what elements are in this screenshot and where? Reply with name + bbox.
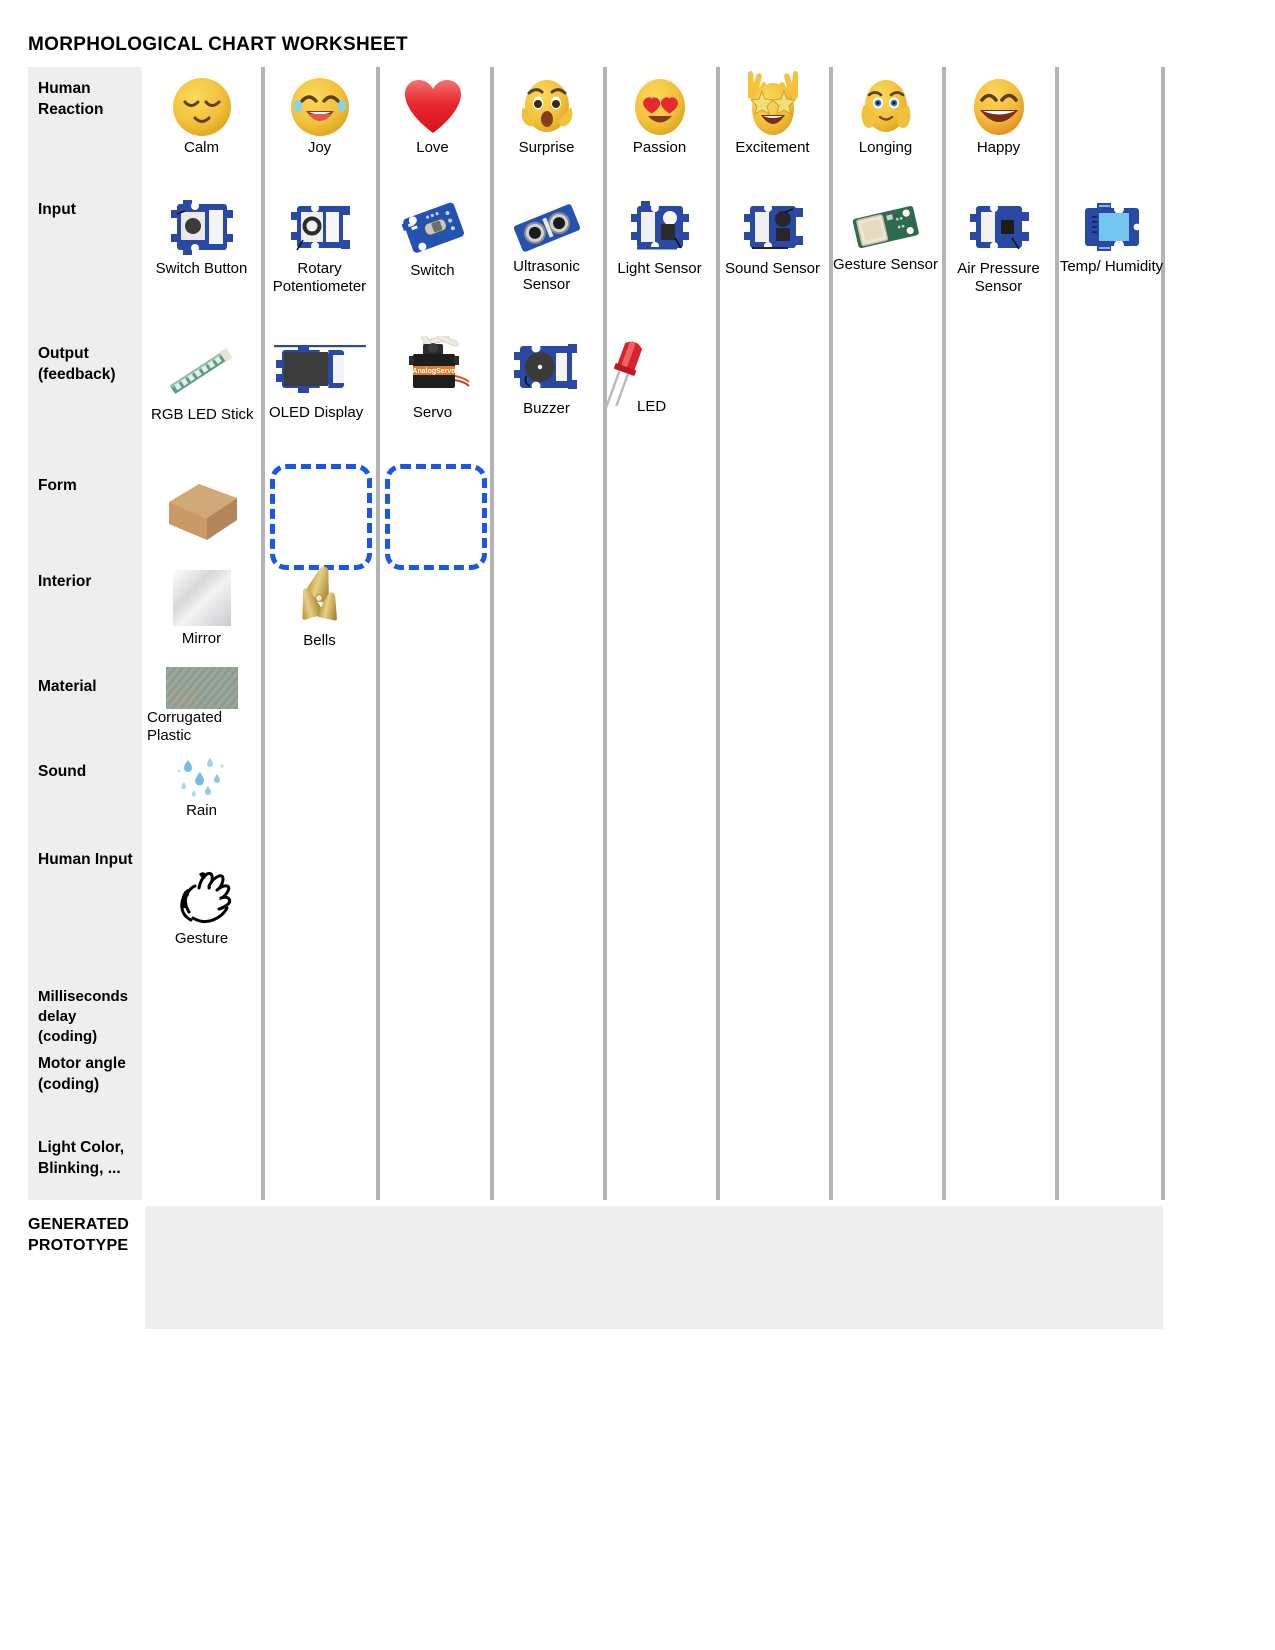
column-divider xyxy=(716,1128,720,1200)
row-interior xyxy=(28,560,1163,665)
column-divider xyxy=(716,1045,720,1128)
row-motor-angle-coding xyxy=(28,1045,1163,1128)
column-divider xyxy=(942,978,946,1045)
column-divider xyxy=(603,665,607,750)
face-screaming-in-fear-emoji xyxy=(515,75,579,139)
column-divider xyxy=(829,665,833,750)
item-caption: Switch Button xyxy=(155,260,248,277)
cell-item[interactable] xyxy=(829,200,942,274)
column-divider xyxy=(716,332,720,464)
column-divider xyxy=(1161,67,1165,188)
column-divider xyxy=(1055,750,1059,838)
column-divider xyxy=(1055,560,1059,665)
row-label-form: Form xyxy=(28,464,142,560)
column-divider xyxy=(261,665,265,750)
item-caption: Gesture xyxy=(174,930,229,947)
column-divider xyxy=(603,1045,607,1128)
morphological-chart-grid xyxy=(28,67,1163,1200)
row-label-milliseconds-delay-coding: Milliseconds delay (coding) xyxy=(28,978,142,1045)
column-divider xyxy=(1161,1128,1165,1200)
row-label-material: Material xyxy=(28,665,142,750)
cell-item[interactable] xyxy=(145,868,258,948)
column-divider xyxy=(1055,978,1059,1045)
column-divider xyxy=(942,750,946,838)
corrugated-plastic-swatch xyxy=(166,667,238,709)
row-label-interior: Interior xyxy=(28,560,142,665)
row-label-light-color-blinking: Light Color, Blinking, ... xyxy=(28,1128,142,1200)
item-caption: Passion xyxy=(632,139,687,156)
grove-switch-button-module xyxy=(165,198,239,260)
grove-gesture-sensor-board xyxy=(847,200,925,256)
cell-item[interactable] xyxy=(829,75,942,157)
column-divider xyxy=(1055,1128,1059,1200)
column-divider xyxy=(376,665,380,750)
analog-servo-motor xyxy=(393,336,473,404)
cell-item[interactable] xyxy=(145,75,258,157)
cell-item[interactable] xyxy=(145,754,258,820)
column-divider xyxy=(490,838,494,978)
column-divider xyxy=(942,332,946,464)
column-divider xyxy=(376,978,380,1045)
column-divider xyxy=(1161,838,1165,978)
cell-item[interactable] xyxy=(1055,198,1168,276)
column-divider xyxy=(829,464,833,560)
column-divider xyxy=(829,978,833,1045)
mirror-sheet xyxy=(171,568,233,630)
item-caption: Buzzer xyxy=(523,400,570,417)
column-divider xyxy=(716,978,720,1045)
generated-prototype-label: GENERATED PROTOTYPE xyxy=(28,1216,130,1255)
column-divider xyxy=(1055,1045,1059,1128)
row-label-input: Input xyxy=(28,188,142,332)
column-divider xyxy=(716,665,720,750)
cell-item[interactable] xyxy=(145,568,258,648)
row-form xyxy=(28,464,1163,560)
row-material xyxy=(28,665,1163,750)
cell-item[interactable] xyxy=(145,476,258,544)
item-caption: Sound Sensor xyxy=(724,260,821,277)
cell-item[interactable] xyxy=(490,198,603,295)
rain-droplets xyxy=(170,754,234,802)
column-divider xyxy=(942,1045,946,1128)
grove-buzzer-module xyxy=(510,338,584,400)
item-caption: Light Sensor xyxy=(617,260,702,277)
column-divider xyxy=(376,838,380,978)
row-milliseconds-delay-coding xyxy=(28,978,1163,1045)
generated-prototype-section xyxy=(28,1206,1163,1329)
item-caption: Servo xyxy=(412,404,453,421)
cell-item[interactable] xyxy=(263,338,376,422)
column-divider xyxy=(261,1045,265,1128)
column-divider xyxy=(261,1128,265,1200)
column-divider xyxy=(942,560,946,665)
column-divider xyxy=(376,1128,380,1200)
cell-item[interactable] xyxy=(490,75,603,157)
cell-item[interactable] xyxy=(490,338,603,418)
column-divider xyxy=(603,838,607,978)
column-divider xyxy=(1161,750,1165,838)
column-divider xyxy=(829,560,833,665)
column-divider xyxy=(1161,978,1165,1045)
dashed-placeholder-box[interactable] xyxy=(270,464,372,570)
row-label-human-reaction: Human Reaction xyxy=(28,67,142,188)
cell-item[interactable] xyxy=(376,75,489,157)
item-caption: Longing xyxy=(858,139,913,156)
column-divider xyxy=(376,1045,380,1128)
row-light-color-blinking xyxy=(28,1128,1163,1200)
cell-item[interactable] xyxy=(263,562,376,650)
brass-bells xyxy=(289,562,351,632)
cell-item[interactable] xyxy=(145,198,258,278)
row-label-human-input: Human Input xyxy=(28,838,142,978)
column-divider xyxy=(1161,560,1165,665)
column-divider xyxy=(603,464,607,560)
cell-item[interactable] xyxy=(603,75,716,157)
item-caption: Switch xyxy=(410,262,455,279)
row-sound xyxy=(28,750,1163,838)
column-divider xyxy=(1055,332,1059,464)
row-label-sound: Sound xyxy=(28,750,142,838)
cardboard-box xyxy=(159,476,245,544)
column-divider xyxy=(261,464,265,560)
column-divider xyxy=(1055,665,1059,750)
column-divider xyxy=(603,978,607,1045)
item-caption: Air Pressure Sensor xyxy=(957,260,1040,296)
column-divider xyxy=(1161,1045,1165,1128)
column-divider xyxy=(829,750,833,838)
item-caption: Ultrasonic Sensor xyxy=(513,258,580,294)
column-divider xyxy=(490,750,494,838)
item-caption: Calm xyxy=(183,139,219,156)
smiling-face-with-tears-emoji xyxy=(288,75,352,139)
cell-item[interactable] xyxy=(942,75,1055,157)
cell-item[interactable] xyxy=(603,198,716,278)
relieved-face-emoji xyxy=(170,75,234,139)
column-divider xyxy=(261,750,265,838)
column-divider xyxy=(603,1128,607,1200)
column-divider xyxy=(490,464,494,560)
column-divider xyxy=(716,838,720,978)
cell-item[interactable] xyxy=(145,340,258,424)
smiling-face-with-hearts-emoji xyxy=(628,75,692,139)
row-output-feedback xyxy=(28,332,1163,464)
column-divider xyxy=(490,1128,494,1200)
item-caption: Gesture Sensor xyxy=(832,256,939,273)
cell-item[interactable] xyxy=(376,336,489,422)
column-divider xyxy=(1055,67,1059,188)
row-human-reaction xyxy=(28,67,1163,188)
grove-oled-display-module xyxy=(270,338,370,404)
column-divider xyxy=(829,332,833,464)
item-caption: RGB LED Stick xyxy=(151,406,254,423)
item-caption: Rotary Potentiometer xyxy=(272,260,367,296)
cell-item[interactable] xyxy=(716,69,829,157)
cell-item[interactable] xyxy=(263,75,376,157)
grove-rotary-potentiometer-module xyxy=(283,198,357,260)
column-divider xyxy=(261,838,265,978)
column-divider xyxy=(942,1128,946,1200)
column-divider xyxy=(716,560,720,665)
grove-air-pressure-sensor-module xyxy=(964,198,1034,260)
item-caption: Joy xyxy=(307,139,332,156)
cell-item[interactable] xyxy=(145,667,258,746)
item-caption: Surprise xyxy=(518,139,575,156)
column-divider xyxy=(1161,464,1165,560)
column-divider xyxy=(942,464,946,560)
cell-item[interactable] xyxy=(603,336,716,420)
cell-item[interactable] xyxy=(716,198,829,278)
column-divider xyxy=(376,560,380,665)
item-caption: Mirror xyxy=(181,630,222,647)
column-divider xyxy=(1161,665,1165,750)
column-divider xyxy=(716,750,720,838)
item-caption: Temp/ Humidity xyxy=(1059,258,1164,275)
column-divider xyxy=(1055,464,1059,560)
column-divider xyxy=(603,560,607,665)
column-divider xyxy=(603,750,607,838)
cell-item[interactable] xyxy=(376,196,489,280)
item-caption: Happy xyxy=(976,139,1021,156)
item-caption: Love xyxy=(416,139,449,156)
column-divider xyxy=(490,978,494,1045)
item-caption: Rain xyxy=(186,802,217,819)
column-divider xyxy=(376,750,380,838)
column-divider xyxy=(716,464,720,560)
cell-item[interactable] xyxy=(263,198,376,297)
grove-temp-humidity-module xyxy=(1075,198,1149,258)
item-caption: OLED Display xyxy=(269,404,364,421)
rgb-led-stick xyxy=(162,340,242,406)
column-divider xyxy=(829,838,833,978)
grove-ultrasonic-sensor-board xyxy=(508,198,586,258)
waving-hand-gesture xyxy=(169,868,235,930)
row-input xyxy=(28,188,1163,332)
column-divider xyxy=(490,560,494,665)
column-divider xyxy=(1161,332,1165,464)
grove-light-sensor-module xyxy=(625,198,695,260)
row-human-input xyxy=(28,838,1163,978)
column-divider xyxy=(376,464,380,560)
smiling-face-with-hands-emoji xyxy=(854,75,918,139)
column-divider xyxy=(490,1045,494,1128)
column-divider xyxy=(261,978,265,1045)
page-title: MORPHOLOGICAL CHART WORKSHEET xyxy=(28,34,408,55)
row-label-output-feedback: Output (feedback) xyxy=(28,332,142,464)
row-label-motor-angle-coding: Motor angle (coding) xyxy=(28,1045,142,1128)
item-caption: LED xyxy=(637,398,667,415)
column-divider xyxy=(942,838,946,978)
star-struck-emoji xyxy=(738,69,808,139)
column-divider xyxy=(942,665,946,750)
cell-item[interactable] xyxy=(942,198,1055,297)
grinning-face-emoji xyxy=(967,75,1031,139)
item-caption: Bells xyxy=(303,632,336,649)
dashed-placeholder-box[interactable] xyxy=(385,464,487,570)
red-heart-emoji xyxy=(401,75,465,139)
grove-sound-sensor-module xyxy=(738,198,808,260)
grove-slide-switch-board xyxy=(397,196,469,262)
svg-text:AnalogServo: AnalogServo xyxy=(411,368,456,375)
item-caption: Excitement xyxy=(735,139,810,156)
item-caption: Corrugated Plastic xyxy=(147,709,223,745)
column-divider xyxy=(829,1128,833,1200)
column-divider xyxy=(1055,838,1059,978)
column-divider xyxy=(829,1045,833,1128)
column-divider xyxy=(490,665,494,750)
generated-prototype-area[interactable] xyxy=(145,1206,1163,1329)
